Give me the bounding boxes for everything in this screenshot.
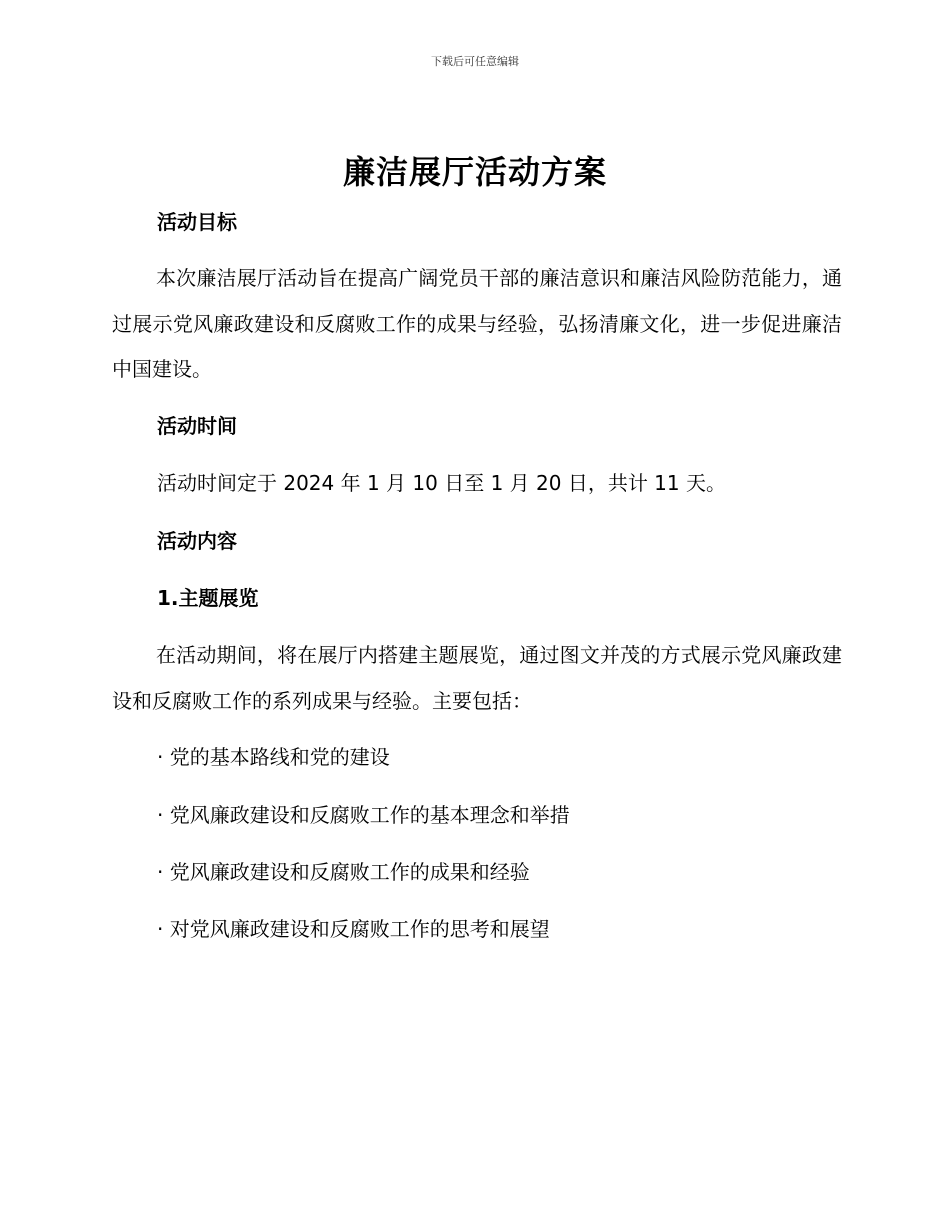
document-title: 廉洁展厅活动方案 [342, 153, 607, 191]
section-heading-content: 活动内容 [157, 529, 237, 553]
paragraph-exhibition: 在活动期间，将在展厅内搭建主题展览，通过图文并茂的方式展示党风廉政建设和反腐败工作的系列成果与经验。主要包括： [112, 643, 842, 713]
paragraph-time: 活动时间定于 2024 年 1 月 10 日至 1 月 20 日，共计 11 天。 [157, 471, 726, 495]
subsection-heading-exhibition: 1.主题展览 [157, 586, 259, 610]
section-heading-time: 活动时间 [157, 414, 237, 438]
paragraph-goal: 本次廉洁展厅活动旨在提高广阔党员干部的廉洁意识和廉洁风险防范能力，通过展示党风廉政建设和反腐败工作的成果与经验，弘扬清廉文化，进一步促进廉洁中国建设。 [112, 266, 842, 381]
list-item: · 党风廉政建设和反腐败工作的成果和经验 [157, 860, 530, 884]
section-heading-goal: 活动目标 [157, 210, 237, 234]
list-item: · 党风廉政建设和反腐败工作的基本理念和举措 [157, 803, 570, 827]
header-note: 下载后可任意编辑 [431, 55, 519, 68]
list-item: · 党的基本路线和党的建设 [157, 745, 390, 769]
list-item: · 对党风廉政建设和反腐败工作的思考和展望 [157, 917, 550, 941]
